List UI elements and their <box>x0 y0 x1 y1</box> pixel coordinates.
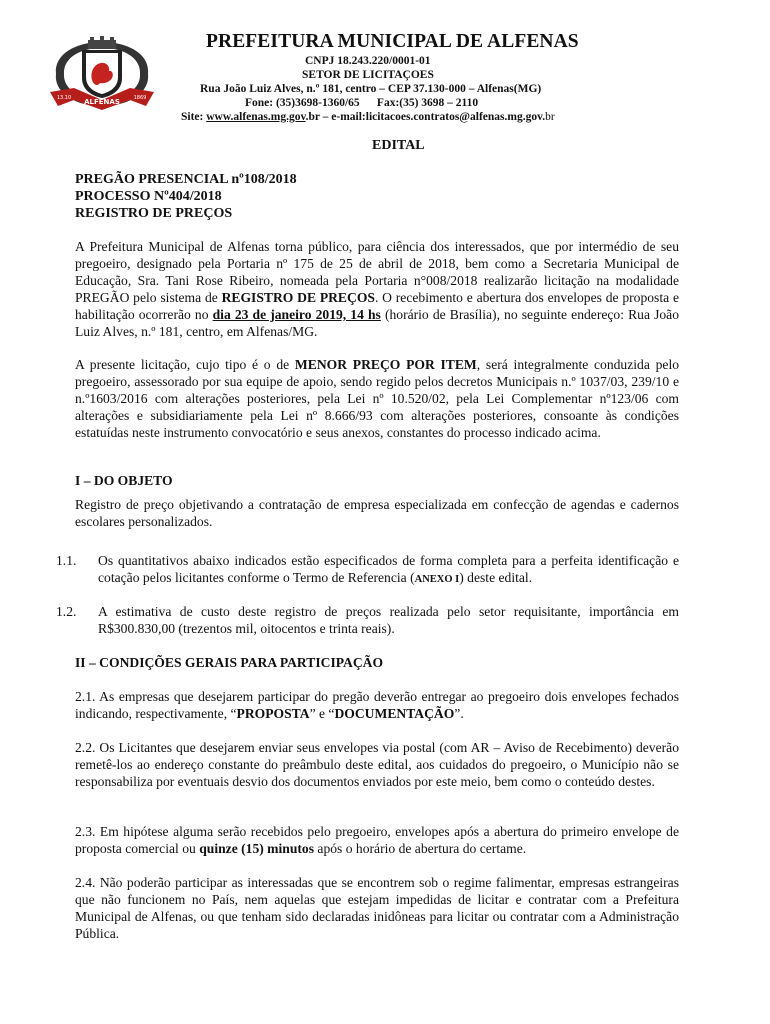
item-1-1-anexo: ANEXO I <box>414 574 460 585</box>
item-number: 1.1. <box>56 553 77 568</box>
header-phone <box>245 97 478 109</box>
list-item-1-2 <box>56 603 679 637</box>
section-1-title: I – DO OBJETO <box>75 473 173 488</box>
item-number: 1.2. <box>56 604 77 619</box>
list-item-1-1 <box>56 552 679 588</box>
intro-p2-b: MENOR PREÇO POR ITEM <box>294 357 477 372</box>
intro-p2-c: , será integralmente conduzida pelo pregoeiro, assessorado por sua equipe de apoio, sendo regido pelos decretos Municipais n.º 1037/03, 239/10 e n.º1603/2016 com alterações posteriores, pela Lei nº 10.520/02, pela Lei Complementar nº123/06 com alterações e subsidiariamente pela Lei nº 8.666/93 com alterações posteriores, consoante às condições estatuídas neste instrumento convocatório e seus anexos, constantes do processo indicado acima. <box>75 357 680 440</box>
crest-ribbon-left: 13.10 <box>56 95 72 101</box>
intro-p1-c: . O recebimento e abertura dos envelopes de proposta e habilitação ocorrerão no <box>75 290 679 322</box>
heading-registro: REGISTRO DE PREÇOS <box>75 206 233 221</box>
header-site <box>181 111 555 123</box>
item-1-1-c: ) deste edital. <box>459 570 533 585</box>
intro-p1-date: dia 23 de janeiro 2019, 14 hs <box>212 307 381 322</box>
intro-paragraph-2 <box>75 356 679 441</box>
intro-p1-e: (horário de Brasília), no seguinte endereço: Rua João Luiz Alves, n.º 181, centro, em Alfenas/MG. <box>75 307 679 339</box>
site-email: .br – e-mail:licitacoes.contratos@alfenas.mg.gov. <box>305 111 546 123</box>
item-text <box>98 552 679 588</box>
header-phone-text: Fone: (35)3698-1360/65 Fax:(35) 3698 – 2110 <box>245 97 479 109</box>
crest-ribbon-text: ALFENAS <box>84 98 120 106</box>
section-1-text: Registro de preço objetivando a contratação de empresa especializada em confecção de agendas e cadernos escolares personalizados. <box>75 497 679 529</box>
site-link[interactable]: www.alfenas.mg.gov <box>206 111 306 123</box>
header-cnpj: CNPJ 18.243.220/0001-01 <box>305 55 431 67</box>
site-suffix: br <box>545 111 555 123</box>
section-2-1 <box>75 688 679 722</box>
intro-paragraph-1 <box>75 238 679 340</box>
item-text: A estimativa de custo deste registro de preços realizada pelo setor requisitante, importância em R$300.830,00 (trezentos mil, oitocentos e trinta reais). <box>98 604 679 636</box>
header-setor: SETOR DE LICITAÇOES <box>302 69 434 81</box>
heading-pregao: PREGÃO PRESENCIAL nº108/2018 <box>75 172 297 187</box>
crest-ribbon-right: 1869 <box>133 95 147 101</box>
heading-processo: PROCESSO Nº404/2018 <box>75 189 222 204</box>
section-2-2: 2.2. Os Licitantes que desejarem enviar seus envelopes via postal (com AR – Aviso de Recebimento) deverão remetê-los ao endereço constante do preâmbulo deste edital, aos cuidados do pregoeiro, o Município não se responsabiliza por eventuais desvio dos documentos enviados por este meio, bem como o conteúdo destes. <box>75 740 679 789</box>
section-2-4: 2.4. Não poderão participar as interessadas que se encontrem sob o regime falimentar, empresas estrangeiras que não funcionem no País, nem aquelas que estejam impedidas de licitar e contratar com a Prefeitura Municipal de Alfenas, ou que tenham sido declaradas inidôneas para licitar ou contratar com a Administração Pública. <box>75 875 679 941</box>
s21-c: ” e “ <box>309 706 335 721</box>
item-1-1-a: Os quantitativos abaixo indicados estão especificados de forma completa para a perfeita identificação e cotação pelos licitantes conforme o Termo de Referencia ( <box>98 553 679 585</box>
s21-e: ”. <box>454 706 464 721</box>
s23-a: 2.3. Em hipótese alguma serão recebidos pelo pregoeiro, envelopes após a abertura do primeiro envelope de proposta comercial ou <box>75 824 679 856</box>
edital-label: EDITAL <box>372 138 425 153</box>
intro-p1-b: REGISTRO DE PREÇOS <box>221 290 375 305</box>
s23-minutos: quinze (15) minutos <box>199 841 315 856</box>
s21-proposta: PROPOSTA <box>236 706 310 721</box>
s21-a: 2.1. As empresas que desejarem participar do pregão deverão entregar ao pregoeiro dois envelopes fechados indicando, respectivamente, “ <box>75 689 679 721</box>
s23-c: após o horário de abertura do certame. <box>314 841 527 856</box>
city-crest-logo <box>46 34 158 112</box>
s21-documentacao: DOCUMENTAÇÃO <box>334 706 455 721</box>
intro-p1-a: A Prefeitura Municipal de Alfenas torna público, para ciência dos interessados, que por intermédio de seu pregoeiro, designado pela Portaria nº 175 de 25 de abril de 2018, bem como a Secretaria Municipal de Educação, Sra. Tani Rose Ribeiro, nomeada pela Portaria n°008/2018 realizarão licitação na modalidade PREGÃO pelo sistema de <box>75 239 679 305</box>
intro-p2-a: A presente licitação, cujo tipo é o de <box>75 357 295 372</box>
section-2-title: II – CONDIÇÕES GERAIS PARA PARTICIPAÇÃO <box>75 655 384 670</box>
header-address: Rua João Luiz Alves, n.º 181, centro – CEP 37.130-000 – Alfenas(MG) <box>200 83 542 95</box>
section-2-3 <box>75 823 679 857</box>
site-prefix: Site: <box>181 111 207 123</box>
header-title: PREFEITURA MUNICIPAL DE ALFENAS <box>206 31 579 52</box>
